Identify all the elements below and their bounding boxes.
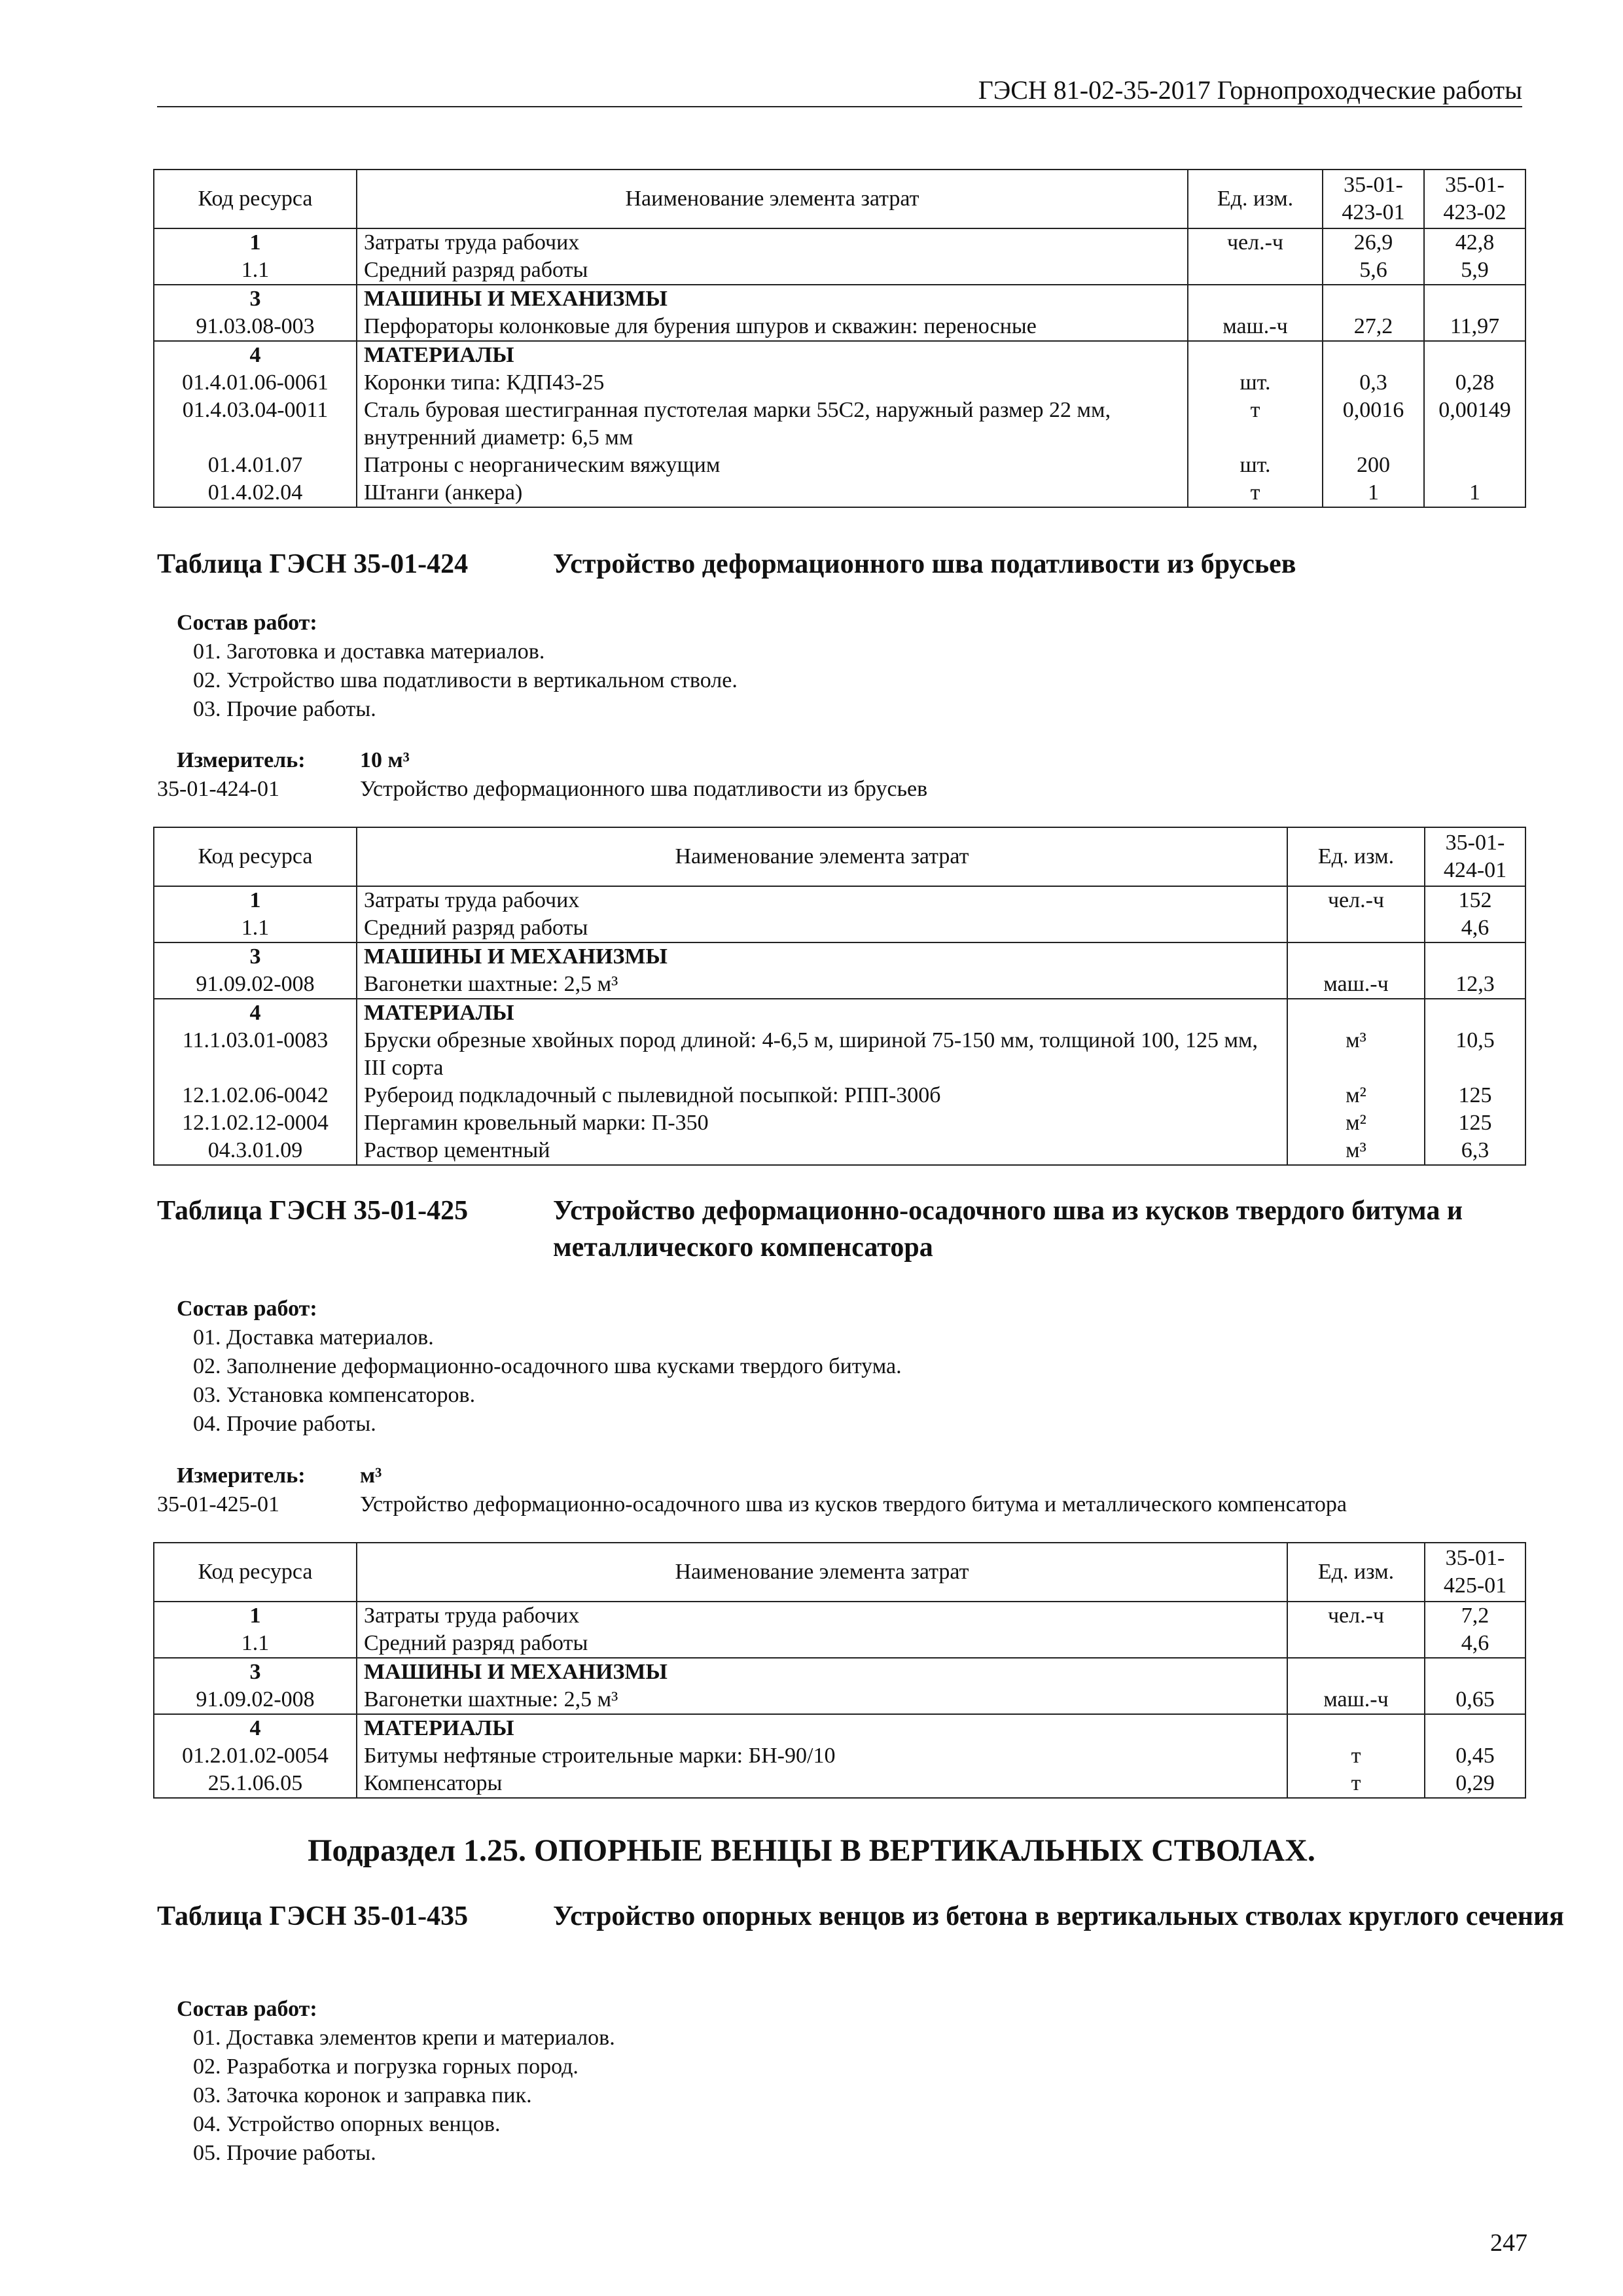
cell-unit: т: [1287, 1742, 1425, 1770]
cell-resource-code: 91.09.02-008: [154, 1686, 357, 1714]
cell-resource-name: Средний разряд работы: [357, 914, 1287, 942]
work-item: 01. Доставка элементов крепи и материалов.: [193, 2026, 615, 2050]
cell-unit: т: [1188, 397, 1323, 452]
col-header-name: Наименование элемента затрат: [357, 170, 1188, 228]
work-item: 05. Прочие работы.: [193, 2141, 376, 2165]
norm-code-line2: 425-01: [1443, 1573, 1507, 1598]
cell-resource-name: Затраты труда рабочих: [357, 886, 1287, 914]
cell-unit: [1287, 999, 1425, 1027]
cell-norm-value: 0,28: [1424, 369, 1525, 397]
work-composition-heading: Состав работ:: [177, 1297, 317, 1321]
cell-resource-name: Раствор цементный: [357, 1137, 1287, 1165]
table-row: [154, 257, 1525, 285]
table-label: Таблица ГЭСН 35-01-435: [157, 1901, 469, 1931]
cell-norm-value: 0,00149: [1424, 397, 1525, 452]
cell-resource-code: 1.1: [154, 257, 357, 285]
table-row: [154, 1027, 1525, 1082]
norm-description: Устройство деформационно-осадочного шва из кусков твердого битума и металлического компенсатора: [360, 1492, 1347, 1516]
table-row: [154, 341, 1525, 369]
resource-table-423: [153, 169, 1526, 508]
cell-unit: [1287, 942, 1425, 971]
running-header: [157, 73, 1522, 107]
measure-value: м³: [360, 1463, 382, 1488]
cell-unit: [1287, 1658, 1425, 1686]
cell-unit: [1188, 257, 1323, 285]
cell-unit: м³: [1287, 1027, 1425, 1082]
cell-norm-value: 0,29: [1425, 1770, 1525, 1798]
work-item: 02. Разработка и погрузка горных пород.: [193, 2054, 579, 2079]
cell-resource-code: 25.1.06.05: [154, 1770, 357, 1798]
norm-code-line1: 35-01-: [1445, 831, 1505, 855]
resource-table-425: [153, 1542, 1526, 1799]
cell-resource-code: 4: [154, 999, 357, 1027]
col-header-code: Код ресурса: [154, 827, 357, 886]
cell-unit: [1287, 1714, 1425, 1742]
work-item: 03. Прочие работы.: [193, 697, 376, 721]
cell-norm-value: 125: [1425, 1109, 1525, 1137]
measure-label: Измеритель:: [177, 748, 306, 772]
cell-norm-value: 4,6: [1425, 1630, 1525, 1658]
cell-resource-name: Пергамин кровельный марки: П-350: [357, 1109, 1287, 1137]
cell-norm-value: [1424, 452, 1525, 479]
norm-code-line2: 423-01: [1342, 200, 1405, 224]
table-row: [154, 1714, 1525, 1742]
cell-resource-code: 4: [154, 1714, 357, 1742]
col-header-unit: Ед. изм.: [1287, 827, 1425, 886]
work-composition-424: [177, 609, 738, 724]
page-number: 247: [1490, 2229, 1527, 2257]
table-row: [154, 942, 1525, 971]
cell-resource-code: 12.1.02.06-0042: [154, 1082, 357, 1109]
table-row: [154, 914, 1525, 942]
cell-norm-value: 11,97: [1424, 313, 1525, 341]
norm-code-line1: 35-01-: [1445, 173, 1505, 197]
cell-resource-name: Патроны с неорганическим вяжущим: [357, 452, 1188, 479]
cell-resource-code: 91.03.08-003: [154, 313, 357, 341]
cell-resource-code: 01.4.01.07: [154, 452, 357, 479]
cell-unit: маш.-ч: [1287, 1686, 1425, 1714]
norm-code-line2: 423-02: [1443, 200, 1507, 224]
cell-resource-name: Затраты труда рабочих: [357, 1602, 1287, 1630]
cell-resource-name: Компенсаторы: [357, 1770, 1287, 1798]
cell-resource-code: 1: [154, 1602, 357, 1630]
cell-unit: шт.: [1188, 369, 1323, 397]
cell-norm-value: [1425, 1714, 1525, 1742]
cell-resource-name: Средний разряд работы: [357, 257, 1188, 285]
cell-unit: [1287, 914, 1425, 942]
cell-resource-name: МАТЕРИАЛЫ: [357, 1714, 1287, 1742]
work-item: 02. Устройство шва податливости в вертикальном стволе.: [193, 668, 738, 692]
cell-norm-value: 7,2: [1425, 1602, 1525, 1630]
cell-norm-value: 1: [1424, 479, 1525, 507]
table-label: Таблица ГЭСН 35-01-425: [157, 1196, 469, 1226]
cell-resource-name: Вагонетки шахтные: 2,5 м³: [357, 971, 1287, 999]
work-item: 03. Установка компенсаторов.: [193, 1383, 476, 1407]
cell-resource-name: Средний разряд работы: [357, 1630, 1287, 1658]
cell-norm-value: 42,8: [1424, 228, 1525, 257]
work-item: 04. Устройство опорных венцов.: [193, 2112, 501, 2136]
norm-code-line2: 424-01: [1443, 858, 1507, 882]
cell-unit: чел.-ч: [1287, 886, 1425, 914]
table-row: [154, 313, 1525, 341]
cell-resource-code: 1: [154, 228, 357, 257]
work-composition-425: [177, 1295, 902, 1439]
cell-resource-name: Вагонетки шахтные: 2,5 м³: [357, 1686, 1287, 1714]
norm-code-line1: 35-01-: [1344, 173, 1403, 197]
cell-unit: [1188, 341, 1323, 369]
cell-resource-code: 01.4.02.04: [154, 479, 357, 507]
table-row: [154, 1742, 1525, 1770]
cell-resource-code: 91.09.02-008: [154, 971, 357, 999]
cell-norm-value: 152: [1425, 886, 1525, 914]
cell-norm-value: 5,9: [1424, 257, 1525, 285]
cell-norm-value: 0,45: [1425, 1742, 1525, 1770]
table-row: [154, 1109, 1525, 1137]
cell-resource-name: Коронки типа: КДП43-25: [357, 369, 1188, 397]
measure-425: [157, 1462, 1531, 1519]
work-item: 04. Прочие работы.: [193, 1412, 376, 1436]
cell-norm-value: 0,0016: [1323, 397, 1424, 452]
table-row: [154, 1602, 1525, 1630]
col-header-unit: Ед. изм.: [1188, 170, 1323, 228]
cell-resource-name: МАШИНЫ И МЕХАНИЗМЫ: [357, 285, 1188, 313]
cell-norm-value: 0,3: [1323, 369, 1424, 397]
cell-norm-value: 12,3: [1425, 971, 1525, 999]
cell-norm-value: 5,6: [1323, 257, 1424, 285]
col-header-norm: [1424, 170, 1525, 228]
cell-norm-value: 0,65: [1425, 1686, 1525, 1714]
cell-norm-value: 200: [1323, 452, 1424, 479]
table-heading: Устройство деформационно-осадочного шва из кусков твердого битума и металлического компенсатора: [553, 1196, 1463, 1263]
table-label: Таблица ГЭСН 35-01-424: [157, 549, 469, 579]
table-row: [154, 1630, 1525, 1658]
work-composition-heading: Состав работ:: [177, 1997, 317, 2021]
measure-label: Измеритель:: [177, 1463, 306, 1488]
cell-resource-code: 3: [154, 285, 357, 313]
cell-resource-name: Штанги (анкера): [357, 479, 1188, 507]
cell-resource-code: 01.4.01.06-0061: [154, 369, 357, 397]
table-row: [154, 285, 1525, 313]
table-row: [154, 479, 1525, 507]
cell-resource-name: Рубероид подкладочный с пылевидной посыпкой: РПП-300б: [357, 1082, 1287, 1109]
cell-norm-value: [1425, 942, 1525, 971]
cell-unit: м²: [1287, 1082, 1425, 1109]
table-row: [154, 1686, 1525, 1714]
table-row: [154, 1658, 1525, 1686]
table-row: [154, 228, 1525, 257]
cell-unit: [1287, 1630, 1425, 1658]
cell-resource-name: Битумы нефтяные строительные марки: БН-90/10: [357, 1742, 1287, 1770]
col-header-unit: Ед. изм.: [1287, 1543, 1425, 1602]
cell-resource-name: Перфораторы колонковые для бурения шпуров и скважин: переносные: [357, 313, 1188, 341]
cell-unit: маш.-ч: [1287, 971, 1425, 999]
norm-code-line1: 35-01-: [1445, 1546, 1505, 1570]
work-item: 03. Заточка коронок и заправка пик.: [193, 2083, 532, 2108]
cell-resource-name: МАШИНЫ И МЕХАНИЗМЫ: [357, 942, 1287, 971]
cell-resource-code: 04.3.01.09: [154, 1137, 357, 1165]
cell-unit: чел.-ч: [1188, 228, 1323, 257]
table-row: [154, 999, 1525, 1027]
col-header-code: Код ресурса: [154, 170, 357, 228]
cell-resource-code: 12.1.02.12-0004: [154, 1109, 357, 1137]
cell-resource-name: Бруски обрезные хвойных пород длиной: 4-6,5 м, шириной 75-150 мм, толщиной 100, 125 мм, III сорта: [357, 1027, 1287, 1082]
subsection-heading: Подраздел 1.25. ОПОРНЫЕ ВЕНЦЫ В ВЕРТИКАЛЬНЫХ СТВОЛАХ.: [308, 1833, 1315, 1868]
cell-resource-code: 01.2.01.02-0054: [154, 1742, 357, 1770]
cell-norm-value: 1: [1323, 479, 1424, 507]
cell-unit: маш.-ч: [1188, 313, 1323, 341]
table-row: [154, 1137, 1525, 1165]
cell-norm-value: 6,3: [1425, 1137, 1525, 1165]
cell-resource-name: Затраты труда рабочих: [357, 228, 1188, 257]
cell-norm-value: [1425, 999, 1525, 1027]
table-row: [154, 1770, 1525, 1798]
norm-code: 35-01-425-01: [157, 1492, 279, 1516]
cell-norm-value: [1323, 341, 1424, 369]
work-item: 02. Заполнение деформационно-осадочного шва кусками твердого битума.: [193, 1354, 902, 1378]
cell-norm-value: 26,9: [1323, 228, 1424, 257]
cell-norm-value: [1424, 341, 1525, 369]
resource-table-424: [153, 827, 1526, 1166]
col-header-norm: [1425, 1543, 1525, 1602]
cell-resource-name: МАШИНЫ И МЕХАНИЗМЫ: [357, 1658, 1287, 1686]
table-row: [154, 1082, 1525, 1109]
cell-norm-value: 10,5: [1425, 1027, 1525, 1082]
col-header-name: Наименование элемента затрат: [357, 827, 1287, 886]
cell-resource-name: МАТЕРИАЛЫ: [357, 999, 1287, 1027]
table-row: [154, 369, 1525, 397]
col-header-name: Наименование элемента затрат: [357, 1543, 1287, 1602]
cell-norm-value: [1424, 285, 1525, 313]
col-header-norm: [1323, 170, 1424, 228]
header-title: ГЭСН 81-02-35-2017 Горнопроходческие работы: [978, 75, 1522, 105]
cell-unit: м²: [1287, 1109, 1425, 1137]
cell-resource-code: 1: [154, 886, 357, 914]
cell-resource-name: Сталь буровая шестигранная пустотелая марки 55С2, наружный размер 22 мм, внутренний диаметр: 6,5 мм: [357, 397, 1188, 452]
table-heading: Устройство деформационного шва податливости из брусьев: [553, 549, 1296, 579]
cell-resource-code: 3: [154, 942, 357, 971]
cell-unit: шт.: [1188, 452, 1323, 479]
table-row: [154, 452, 1525, 479]
norm-code: 35-01-424-01: [157, 777, 279, 801]
cell-unit: м³: [1287, 1137, 1425, 1165]
norm-description: Устройство деформационного шва податливости из брусьев: [360, 777, 928, 801]
work-composition-heading: Состав работ:: [177, 611, 317, 635]
measure-value: 10 м³: [360, 748, 410, 772]
cell-unit: [1188, 285, 1323, 313]
cell-norm-value: 4,6: [1425, 914, 1525, 942]
cell-resource-code: 11.1.03.01-0083: [154, 1027, 357, 1082]
work-item: 01. Доставка материалов.: [193, 1325, 434, 1350]
measure-424: [157, 746, 1531, 804]
work-item: 01. Заготовка и доставка материалов.: [193, 639, 545, 664]
cell-resource-code: 01.4.03.04-0011: [154, 397, 357, 452]
cell-resource-code: 1.1: [154, 1630, 357, 1658]
col-header-norm: [1425, 827, 1525, 886]
col-header-code: Код ресурса: [154, 1543, 357, 1602]
cell-resource-code: 4: [154, 341, 357, 369]
table-row: [154, 397, 1525, 452]
cell-norm-value: 125: [1425, 1082, 1525, 1109]
cell-resource-code: 3: [154, 1658, 357, 1686]
table-row: [154, 971, 1525, 999]
table-row: [154, 886, 1525, 914]
work-composition-435: [177, 1995, 615, 2168]
cell-unit: т: [1188, 479, 1323, 507]
cell-resource-name: МАТЕРИАЛЫ: [357, 341, 1188, 369]
table-heading: Устройство опорных венцов из бетона в вертикальных стволах круглого сечения: [553, 1901, 1564, 1931]
cell-unit: чел.-ч: [1287, 1602, 1425, 1630]
cell-norm-value: 27,2: [1323, 313, 1424, 341]
cell-norm-value: [1323, 285, 1424, 313]
cell-norm-value: [1425, 1658, 1525, 1686]
cell-resource-code: 1.1: [154, 914, 357, 942]
cell-unit: т: [1287, 1770, 1425, 1798]
